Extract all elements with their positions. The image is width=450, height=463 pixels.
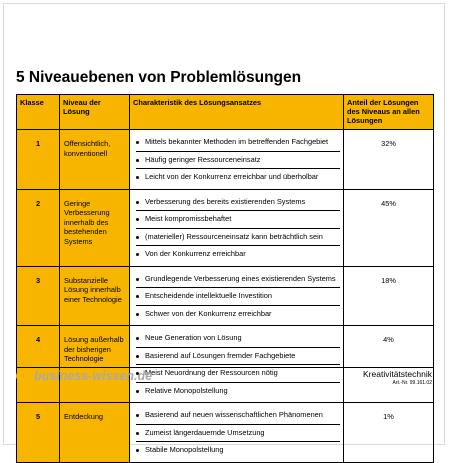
bullet-icon	[136, 313, 139, 316]
article-number: Art.-Nr. 99.161.02	[392, 380, 432, 386]
list-item	[136, 229, 340, 247]
list-item-text: Mittels bekannter Methoden im betreffenden Fachgebiet	[145, 137, 329, 146]
characteristics-list	[136, 330, 340, 399]
list-item-text: Häufig geringer Ressourceneinsatz	[145, 154, 261, 164]
list-item	[136, 330, 340, 348]
category-label: Kreativitätstechnik	[363, 369, 432, 379]
cell-charakteristik	[130, 326, 344, 403]
bullet-icon	[136, 218, 139, 221]
bullet-icon	[136, 236, 139, 239]
list-item-text: Entscheidende intellektuelle Investition	[145, 291, 272, 300]
bullet-icon	[136, 295, 139, 298]
cell-klasse: 1	[17, 130, 60, 190]
list-item	[136, 246, 340, 263]
table-row	[17, 403, 434, 463]
table-header-row	[17, 95, 434, 130]
cell-anteil: 1%	[344, 403, 434, 463]
cell-charakteristik	[130, 403, 344, 463]
table-row	[17, 326, 434, 403]
characteristics-list	[136, 407, 340, 459]
cell-niveau: Entdeckung	[60, 403, 130, 463]
bullet-icon	[136, 253, 139, 256]
list-item	[136, 169, 340, 186]
table-row	[17, 266, 434, 326]
cell-klasse: 5	[17, 403, 60, 463]
bullet-icon	[136, 141, 139, 144]
list-item-text: Stabile Monopolstellung	[145, 445, 224, 454]
list-item	[136, 134, 340, 152]
table-row	[17, 189, 434, 266]
bullet-icon	[136, 159, 139, 162]
bullet-icon	[136, 201, 139, 204]
cell-anteil: 32%	[344, 130, 434, 190]
cell-niveau: Lösung außerhalb der bisherigen Technologie	[60, 326, 130, 403]
characteristics-list	[136, 271, 340, 323]
cell-niveau: Substanzielle Lösung innerhalb einer Technologie	[60, 266, 130, 326]
list-item	[136, 425, 340, 443]
table-row	[17, 130, 434, 190]
list-item-text: Zumeist längerdauernde Umsetzung	[145, 427, 265, 437]
bullet-icon	[136, 449, 139, 452]
list-item	[136, 306, 340, 323]
bullet-icon	[136, 432, 139, 435]
cell-charakteristik	[130, 189, 344, 266]
list-item	[136, 288, 340, 306]
characteristics-list	[136, 194, 340, 263]
cell-anteil: 45%	[344, 189, 434, 266]
header-charakteristik: Charakteristik des Lösungsansatzes	[130, 95, 344, 130]
page-title: 5 Niveauebenen von Problemlösungen	[16, 69, 302, 86]
solution-levels-table	[16, 94, 434, 463]
brand-logo	[16, 367, 152, 385]
bullet-icon	[136, 176, 139, 179]
cell-klasse: 4	[17, 326, 60, 403]
list-item-text: Basierend auf neuen wissenschaftlichen Phänomenen	[145, 410, 323, 419]
characteristics-list	[136, 134, 340, 186]
cell-anteil: 4%	[344, 326, 434, 403]
bullet-icon	[136, 390, 139, 393]
cell-klasse: 3	[17, 266, 60, 326]
cell-charakteristik	[130, 130, 344, 190]
bullet-icon	[136, 414, 139, 417]
header-anteil: Anteil der Lösungen des Niveaus an allen Lösungen	[344, 95, 434, 130]
list-item	[136, 348, 340, 366]
cell-niveau: Geringe Verbesserung innerhalb des bestehenden Systems	[60, 189, 130, 266]
bullet-icon	[136, 337, 139, 340]
list-item	[136, 211, 340, 229]
list-item	[136, 407, 340, 425]
bullet-icon	[136, 278, 139, 281]
brand-name: business-wissen.de	[34, 369, 153, 383]
cell-niveau: Offensichtlich, konventionell	[60, 130, 130, 190]
list-item-text: Verbesserung des bereits existierenden Systems	[145, 196, 306, 206]
list-item-text: Grundlegende Verbesserung eines existierenden Systems	[145, 273, 336, 283]
cell-klasse: 2	[17, 189, 60, 266]
cell-charakteristik	[130, 266, 344, 326]
list-item	[136, 271, 340, 289]
header-klasse: Klasse	[17, 95, 60, 130]
list-item-text: (materieller) Ressourceneinsatz kann beträchtlich sein	[145, 231, 323, 241]
cell-anteil: 18%	[344, 266, 434, 326]
list-item	[136, 442, 340, 459]
list-item	[136, 152, 340, 170]
list-item	[136, 383, 340, 400]
list-item-text: Relative Monopolstellung	[145, 385, 228, 395]
header-niveau: Niveau der Lösung	[60, 95, 130, 130]
list-item-text: Von der Konkurrenz erreichbar	[145, 249, 246, 258]
list-item-text: Meist Neuordnung der Ressourcen nötig	[145, 368, 278, 377]
list-item-text: Basierend auf Lösungen fremder Fachgebiete	[145, 350, 296, 360]
bullet-icon	[136, 355, 139, 358]
brand-dot-icon	[16, 370, 28, 382]
list-item-text: Neue Generation von Lösung	[145, 333, 242, 342]
list-item-text: Schwer von der Konkurrenz erreichbar	[145, 308, 272, 318]
list-item-text: Leicht von der Konkurrenz erreichbar und überholbar	[145, 172, 319, 181]
list-item	[136, 194, 340, 212]
list-item-text: Meist kompromissbehaftet	[145, 214, 232, 223]
